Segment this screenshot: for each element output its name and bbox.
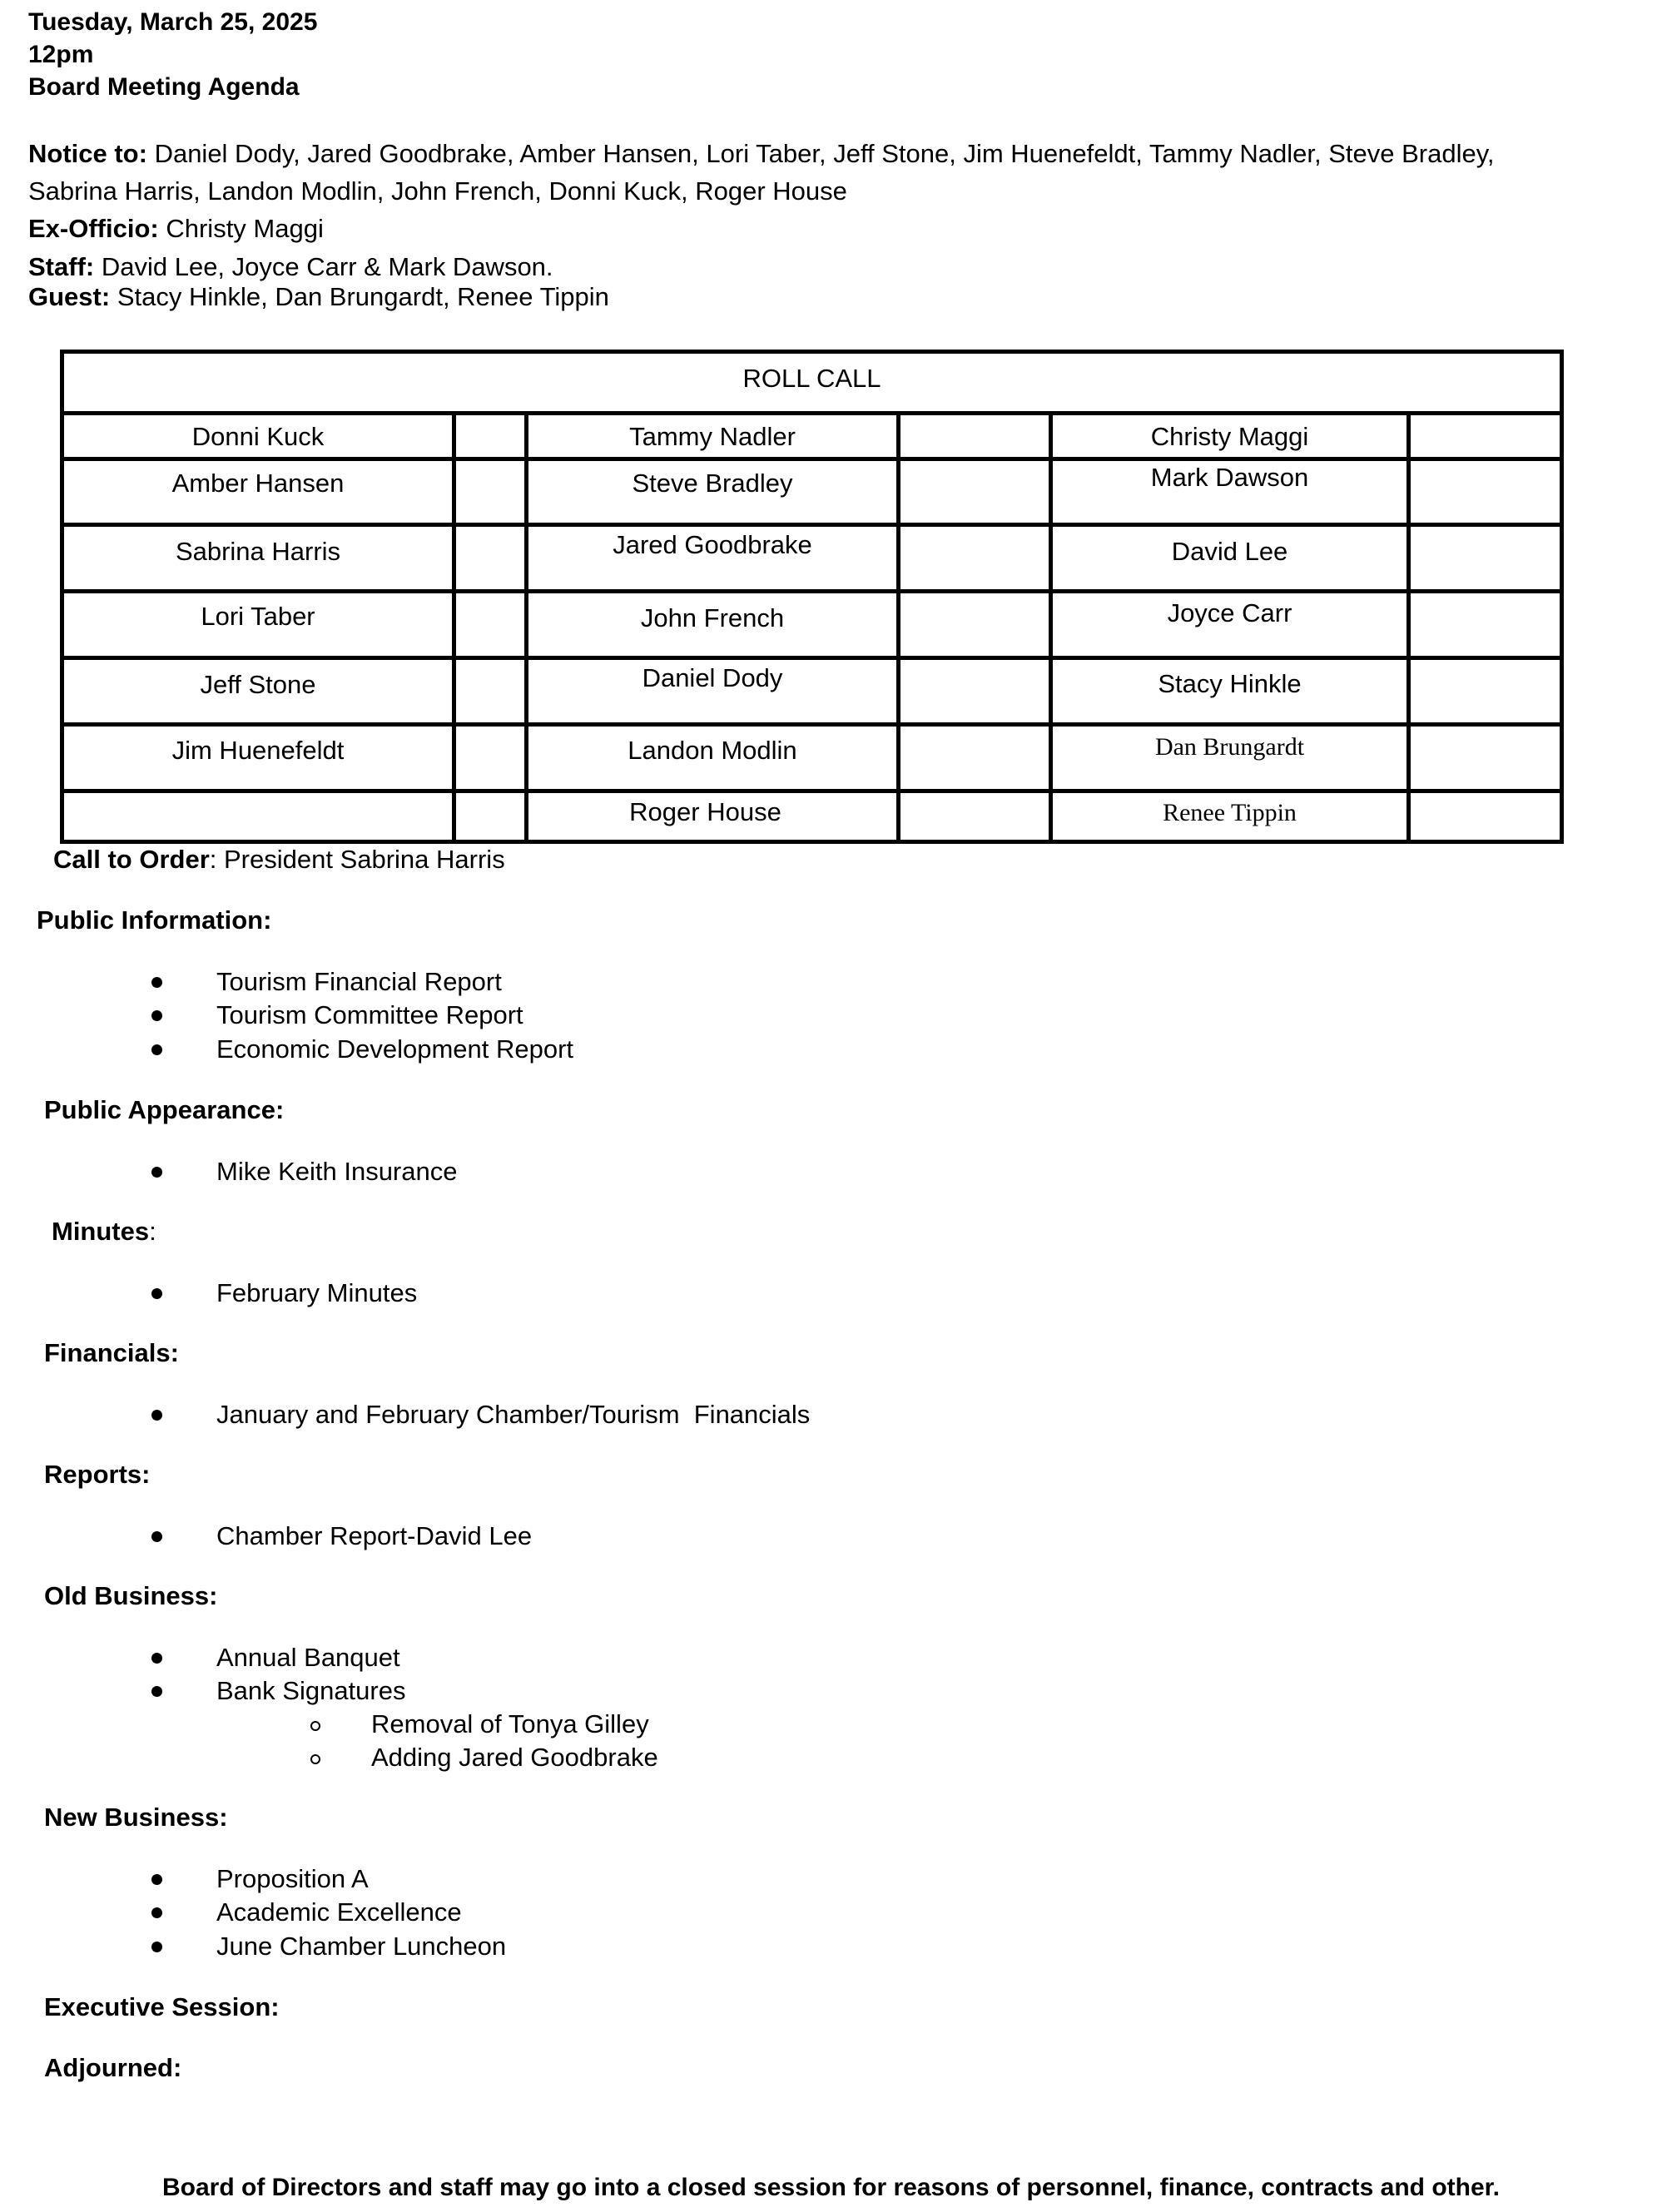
- section-adjourned: Adjourned:: [44, 2053, 182, 2082]
- ex-officio-value: Christy Maggi: [166, 214, 324, 243]
- guest-label: Guest:: [28, 282, 111, 311]
- bullet-icon: [151, 1410, 162, 1421]
- roll-call-name: Daniel Dody: [642, 663, 783, 692]
- list-item: Mike Keith Insurance: [216, 1157, 458, 1186]
- sub-list-item: Removal of Tonya Gilley: [371, 1709, 649, 1738]
- roll-call-name: Landon Modlin: [628, 736, 797, 765]
- bullet-icon: [151, 1907, 162, 1918]
- table-divider: [64, 457, 1560, 461]
- roll-call-name: Renee Tippin: [1163, 799, 1297, 826]
- notice-line-1: [28, 135, 1495, 172]
- section-executive-session: Executive Session:: [44, 1992, 280, 2021]
- list-item: January and February Chamber/Tourism Financials: [216, 1400, 811, 1429]
- roll-call-name: John French: [640, 603, 785, 632]
- list-item: Economic Development Report: [216, 1034, 574, 1064]
- page-title: Board Meeting Agenda: [28, 73, 300, 101]
- section-minutes-title: Minutes: [52, 1217, 150, 1246]
- sub-list-item: Adding Jared Goodbrake: [371, 1743, 658, 1772]
- bullet-icon: [151, 1010, 162, 1021]
- bullet-icon: [151, 1044, 162, 1055]
- guest-value: Stacy Hinkle, Dan Brungardt, Renee Tippin: [117, 282, 609, 311]
- bullet-icon: [151, 1653, 162, 1664]
- section-financials: Financials:: [44, 1338, 179, 1367]
- roll-call-name: Steve Bradley: [632, 469, 793, 498]
- roll-call-name: Jeff Stone: [200, 670, 316, 699]
- list-item: June Chamber Luncheon: [216, 1932, 507, 1961]
- bullet-icon: [151, 1686, 162, 1697]
- notice-names-1: Daniel Dody, Jared Goodbrake, Amber Hansen, Lori Taber, Jeff Stone, Jim Huenefeldt, Tammy Nadler, Steve Bradley,: [154, 139, 1495, 168]
- table-divider: [64, 523, 1560, 527]
- roll-call-name: Stacy Hinkle: [1158, 669, 1302, 698]
- roll-call-table: [60, 350, 1564, 844]
- sub-bullet-icon: [310, 1721, 320, 1731]
- roll-call-name: Christy Maggi: [1150, 422, 1309, 451]
- table-divider: [64, 411, 1560, 415]
- section-public-information: Public Information:: [37, 905, 272, 935]
- guest-line: [28, 278, 609, 315]
- roll-call-name: Jim Huenefeldt: [171, 736, 345, 765]
- roll-call-name: Joyce Carr: [1167, 598, 1292, 627]
- roll-call-name: Tammy Nadler: [629, 422, 796, 451]
- bullet-icon: [151, 977, 162, 988]
- meeting-time: 12pm: [28, 41, 94, 68]
- table-divider: [1406, 415, 1411, 840]
- bullet-icon: [151, 1531, 162, 1542]
- ex-officio-label: Ex-Officio:: [28, 214, 159, 243]
- list-item: February Minutes: [216, 1278, 418, 1307]
- table-divider: [64, 789, 1560, 793]
- section-new-business: New Business:: [44, 1803, 228, 1832]
- list-item: Annual Banquet: [216, 1643, 400, 1672]
- notice-label: Notice to:: [28, 139, 147, 168]
- roll-call-name: Mark Dawson: [1150, 463, 1309, 492]
- section-minutes: [52, 1217, 156, 1247]
- call-to-order-value: : President Sabrina Harris: [209, 845, 505, 874]
- roll-call-title: ROLL CALL: [742, 364, 881, 393]
- table-divider: [452, 415, 456, 840]
- bullet-icon: [151, 1942, 162, 1952]
- list-item: Chamber Report-David Lee: [216, 1521, 533, 1550]
- roll-call-name: Dan Brungardt: [1154, 733, 1305, 761]
- list-item: Academic Excellence: [216, 1897, 462, 1927]
- roll-call-name: Jared Goodbrake: [613, 530, 812, 559]
- table-divider: [64, 656, 1560, 660]
- roll-call-name: David Lee: [1171, 537, 1288, 566]
- list-item: Tourism Committee Report: [216, 1000, 523, 1029]
- list-item: Tourism Financial Report: [216, 967, 502, 996]
- section-old-business: Old Business:: [44, 1581, 218, 1610]
- roll-call-name: Lori Taber: [201, 602, 315, 631]
- section-reports: Reports:: [44, 1460, 151, 1489]
- roll-call-name: Amber Hansen: [171, 469, 345, 498]
- call-to-order-label: Call to Order: [53, 845, 210, 874]
- notice-names-2: Sabrina Harris, Landon Modlin, John French, Donni Kuck, Roger House: [28, 176, 847, 206]
- section-public-appearance: Public Appearance:: [44, 1095, 285, 1124]
- section-minutes-suffix: :: [149, 1217, 156, 1246]
- meeting-date: Tuesday, March 25, 2025: [28, 8, 318, 36]
- list-item: Bank Signatures: [216, 1676, 406, 1705]
- staff-value: David Lee, Joyce Carr & Mark Dawson.: [101, 252, 553, 281]
- roll-call-name: Donni Kuck: [191, 422, 325, 451]
- table-divider: [64, 589, 1560, 593]
- bullet-icon: [151, 1167, 162, 1178]
- roll-call-name: Roger House: [629, 797, 781, 826]
- footer-note: Board of Directors and staff may go into a closed session for reasons of personnel, finance, contracts and other.: [161, 2174, 1501, 2201]
- roll-call-name: Sabrina Harris: [175, 537, 341, 566]
- bullet-icon: [151, 1874, 162, 1885]
- sub-bullet-icon: [310, 1754, 320, 1764]
- call-to-order: [53, 845, 505, 875]
- table-divider: [64, 722, 1560, 727]
- staff-label: Staff:: [28, 252, 95, 281]
- bullet-icon: [151, 1288, 162, 1299]
- list-item: Proposition A: [216, 1864, 369, 1893]
- ex-officio-line: [28, 210, 324, 247]
- table-divider: [896, 415, 900, 840]
